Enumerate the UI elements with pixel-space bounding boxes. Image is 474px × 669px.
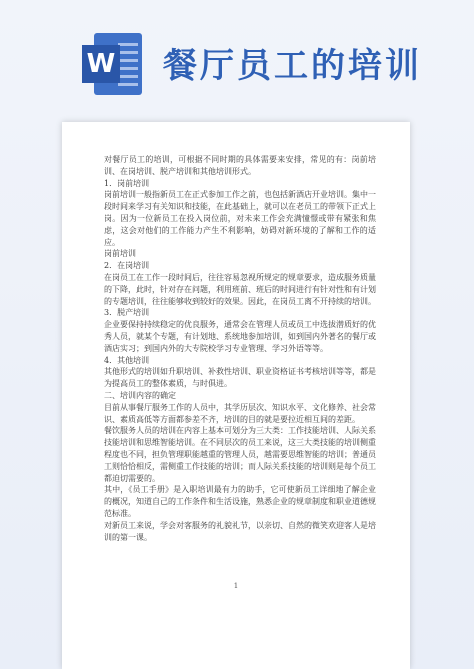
header-banner [0, 0, 474, 120]
body-paragraph: 餐饮服务人员的培训在内容上基本可划分为三大类：工作技能培训、人际关系技能培训和思维智能培训。在不同层次的员工来说，这三大类技能的培训侧重程度也不同，担负管理职能越重的管理人员，越需要思维智能的培训；普通员工则恰恰相反，需侧重工作技能的培训；而人际关系技能的培训则是每个员工都迫切需要的。 [104, 426, 376, 483]
body-paragraph: 其中，《员工手册》是入职培训最有力的助手，它可使新员工详细地了解企业的概况，知道自己的工作条件和生活设施，熟悉企业的规章制度和职业道德规范标准。 [104, 485, 376, 518]
body-paragraph: 对新员工来说，学会对客服务的礼貌礼节，以亲切、自然的微笑欢迎客人是培训的第一课。 [104, 520, 376, 542]
section-heading-4: 4．其他培训 [104, 355, 150, 365]
document-title: 餐厅员工的培训 [163, 46, 422, 86]
body-paragraph: 其他形式的培训如升职培训、补救性培训、职业资格证书考核培训等等，都是为提高员工的整体素质，与时俱进。 [104, 367, 376, 389]
section-heading-part-2: 二、培训内容的确定 [104, 390, 176, 400]
document-page [62, 122, 410, 669]
section-label: 岗前培训 [104, 249, 136, 259]
body-paragraph: 企业要保持持续稳定的优良服务，通常会在管理人员或员工中选拔潜质好的优秀人员，就某个专题，有计划地、系统地参加培训，如到国内外著名的餐厅或酒店实习；到国内外的大专院校学习专业管理、学习外语等等。 [104, 320, 376, 353]
word-icon-letter: W [82, 45, 120, 83]
section-heading-3: 3．脱产培训 [104, 308, 150, 318]
body-paragraph: 目前从事餐厅服务工作的人员中，其学历层次、知识水平、文化修养、社会常识、素质高低等方面都参差不齐，培训的目的就是要拉近相互间的差距。 [104, 402, 376, 424]
word-document-icon [82, 33, 144, 95]
document-body [104, 154, 376, 543]
intro-paragraph: 对餐厅员工的培训，可根据不同时期的具体需要来安排，常见的有：岗前培训、在岗培训、脱产培训和其他培训形式。 [104, 155, 376, 176]
body-paragraph: 在岗员工在工作一段时间后，往往容易忽视所规定的规章要求，造成服务质量的下降，此时，针对存在问题，利用班前、班后的时间进行有针对性和有计划的专题培训，往往能够收到较好的效果。因此，在岗员工离不开持续的培训。 [104, 272, 376, 306]
body-paragraph: 岗前培训一般指新员工在正式参加工作之前，也包括新酒店开业培训。集中一段时间来学习有关知识和技能，在此基础上，就可以在老员工的带领下正式上岗。因为一位新员工在投入岗位前，对未来工作会充满憧憬或带有紧张和焦虑，这会对他们的工作能力产生不利影响，妨碍对新环境的了解和工作的适应。 [104, 190, 376, 247]
section-heading-1: 1．岗前培训 [104, 178, 150, 188]
page-number: 1 [233, 582, 239, 590]
section-heading-2: 2．在岗培训 [104, 261, 150, 271]
